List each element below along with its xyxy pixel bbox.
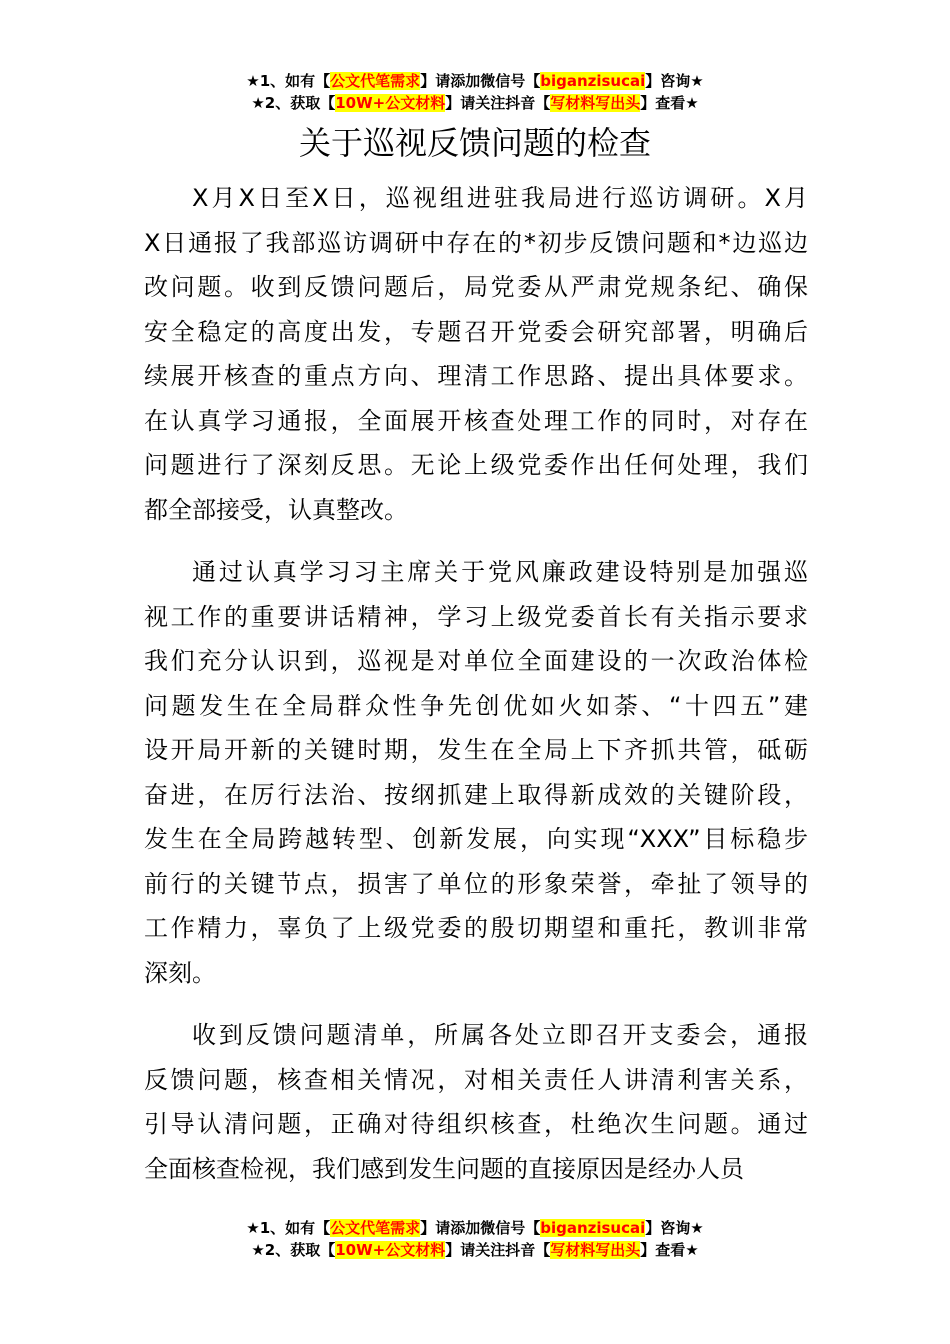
- banner-text: 】查看★: [640, 1241, 699, 1259]
- document-body: [144, 176, 808, 1209]
- banner-line-1: [0, 70, 950, 92]
- text-line: 反馈问题，核查相关情况，对相关责任人讲清利害关系，: [144, 1065, 808, 1094]
- banner-text: 】查看★: [640, 94, 699, 112]
- text-line: 设开局开新的关键时期，发生在全局上下齐抓共管，砥砺: [144, 736, 808, 764]
- document-title: 关于巡视反馈问题的检查: [298, 124, 651, 162]
- paragraph: [144, 550, 808, 995]
- text-line: 奋进，在厉行法治、按纲抓建上取得新成效的关键阶段，: [144, 780, 808, 809]
- text-line: 都全部接受，认真整改。: [144, 495, 408, 524]
- banner-text: ★1、如有【: [246, 72, 331, 90]
- text-line: 在认真学习通报，全面展开核查处理工作的同时，对存在: [144, 406, 808, 435]
- text-line: 引导认清问题，正确对待组织核查，杜绝次生问题。通过: [144, 1110, 808, 1138]
- banner-text: 】请关注抖音【: [445, 1241, 551, 1259]
- banner-text: 】咨询★: [645, 1219, 704, 1237]
- banner-text: 】请关注抖音【: [445, 94, 551, 112]
- paragraph: [144, 176, 808, 532]
- banner-text: ★2、获取【: [251, 1241, 336, 1259]
- text-line: 视工作的重要讲话精神，学习上级党委首长有关指示要求: [144, 602, 808, 631]
- text-line: 深刻。: [144, 958, 216, 987]
- text-line: X日通报了我部巡访调研中存在的*初步反馈问题和*边巡边: [144, 228, 808, 257]
- text-line: 问题进行了深刻反思。无论上级党委作出任何处理，我们: [144, 451, 808, 479]
- banner-highlight: 10W+公文材料: [335, 94, 446, 112]
- header-banner: [0, 70, 950, 114]
- banner-highlight: biganzisucai: [540, 72, 646, 90]
- banner-highlight: biganzisucai: [540, 1219, 646, 1237]
- banner-highlight: 写材料写出头: [550, 94, 641, 112]
- banner-text: 】请添加微信号【: [420, 72, 541, 90]
- paragraph: [144, 1013, 808, 1191]
- banner-line-2: [0, 92, 950, 114]
- banner-highlight: 公文代笔需求: [330, 1219, 421, 1237]
- text-line: 发生在全局跨越转型、创新发展，向实现“XXX”目标稳步: [144, 825, 808, 853]
- banner-line-1: [0, 1217, 950, 1239]
- banner-highlight: 公文代笔需求: [330, 72, 421, 90]
- text-line: 改问题。收到反馈问题后，局党委从严肃党规条纪、确保: [144, 273, 808, 301]
- banner-line-2: [0, 1239, 950, 1261]
- banner-text: ★1、如有【: [246, 1219, 331, 1237]
- text-line: 前行的关键节点，损害了单位的形象荣誉，牵扯了领导的: [144, 869, 808, 898]
- banner-highlight: 写材料写出头: [550, 1241, 641, 1259]
- text-line: 通过认真学习习主席关于党风廉政建设特别是加强巡: [192, 558, 808, 586]
- text-line: 收到反馈问题清单，所属各处立即召开支委会，通报: [192, 1021, 808, 1049]
- text-line: 续展开核查的重点方向、理清工作思路、提出具体要求。: [144, 362, 808, 390]
- text-line: X月X日至X日，巡视组进驻我局进行巡访调研。X月: [192, 184, 808, 212]
- banner-text: 】咨询★: [645, 72, 704, 90]
- text-line: 工作精力，辜负了上级党委的殷切期望和重托，教训非常: [144, 914, 808, 942]
- banner-text: ★2、获取【: [251, 94, 336, 112]
- banner-highlight: 10W+公文材料: [335, 1241, 446, 1259]
- text-line: 问题发生在全局群众性争先创优如火如荼、“十四五”建: [144, 691, 808, 720]
- footer-banner: [0, 1217, 950, 1261]
- text-line: 安全稳定的高度出发，专题召开党委会研究部署，明确后: [144, 317, 808, 346]
- text-line: 全面核查检视，我们感到发生问题的直接原因是经办人员: [144, 1154, 744, 1183]
- text-line: 我们充分认识到，巡视是对单位全面建设的一次政治体检: [144, 647, 808, 675]
- banner-text: 】请添加微信号【: [420, 1219, 541, 1237]
